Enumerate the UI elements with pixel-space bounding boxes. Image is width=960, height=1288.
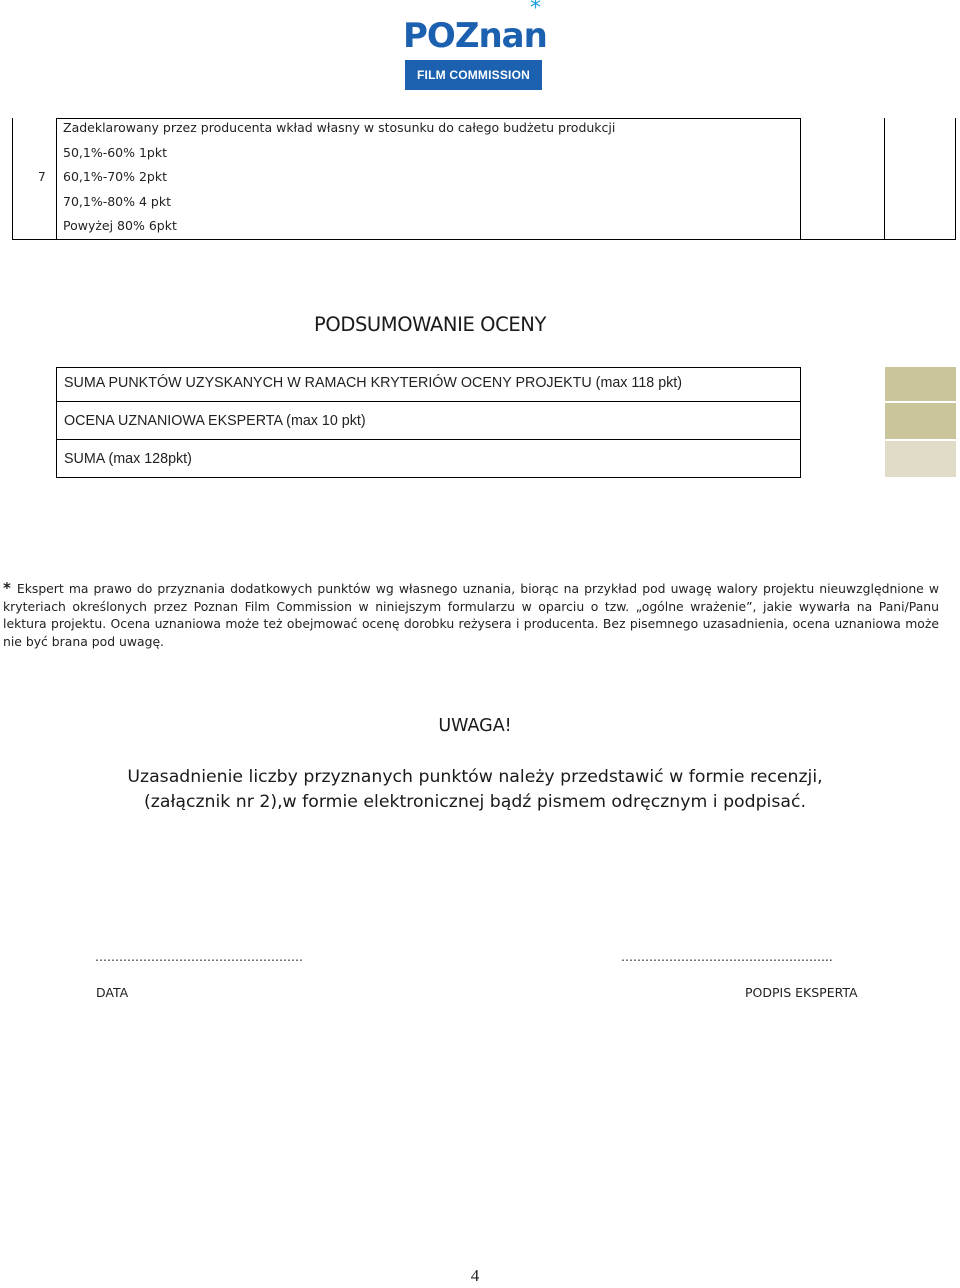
summary-border-right	[800, 367, 801, 478]
table-border-score-col	[884, 118, 885, 240]
summary-row-expert-bonus: OCENA UZNANIOWA EKSPERTA (max 10 pkt)	[64, 413, 366, 429]
criterion-line: Zadeklarowany przez producenta wkład własny w stosunku do całego budżetu produkcji	[63, 120, 616, 135]
date-signature-line: …………………………………………….	[95, 950, 303, 964]
notice-line: (załącznik nr 2),w formie elektronicznej bądź pismem odręcznym i podpisać.	[144, 792, 806, 812]
logo-star-icon: *	[530, 0, 541, 21]
poznan-film-commission-logo	[403, 2, 549, 92]
summary-border-top	[56, 367, 801, 368]
summary-row-criteria-total: SUMA PUNKTÓW UZYSKANYCH W RAMACH KRYTERIÓW OCENY PROJEKTU (max 118 pkt)	[64, 375, 683, 391]
summary-title: PODSUMOWANIE OCENY	[314, 313, 546, 336]
criterion-number: 7	[38, 170, 46, 184]
score-field-expert-bonus[interactable]	[885, 403, 956, 439]
notice-heading: UWAGA!	[438, 716, 512, 736]
notice-instruction	[0, 765, 950, 815]
footnote	[3, 580, 939, 650]
criterion-line: Powyżej 80% 6pkt	[63, 218, 177, 233]
expert-signature-line: ……………………………………………..	[621, 950, 833, 964]
summary-border-bottom	[56, 477, 801, 478]
logo-wordmark: POZnan	[403, 16, 547, 56]
table-border-left-outer	[12, 118, 13, 240]
criterion-line: 70,1%-80% 4 pkt	[63, 193, 171, 209]
logo-badge: FILM COMMISSION	[405, 60, 542, 90]
date-label: DATA	[96, 985, 129, 1000]
criterion-line: 60,1%-70% 2pkt	[63, 169, 168, 184]
score-field-criteria-total[interactable]	[885, 367, 956, 401]
notice-line: Uzasadnienie liczby przyznanych punktów należy przedstawić w formie recenzji,	[127, 767, 823, 787]
criterion-line: 50,1%-60% 1pkt	[63, 144, 168, 160]
table-border-text-col	[800, 118, 801, 240]
summary-border-row1	[56, 401, 801, 402]
expert-signature-label: PODPIS EKSPERTA	[745, 985, 858, 1000]
table-border-right	[955, 118, 956, 240]
criterion-description	[63, 118, 793, 241]
table-border-number-col	[56, 118, 57, 240]
score-field-grand-total[interactable]	[885, 441, 956, 477]
summary-border-row2	[56, 439, 801, 440]
page-number: 4	[470, 1266, 480, 1285]
summary-row-grand-total: SUMA (max 128pkt)	[64, 451, 192, 467]
footnote-marker: *	[3, 579, 11, 597]
footnote-text: Ekspert ma prawo do przyznania dodatkowych punktów wg własnego uznania, biorąc na przykład pod uwagę walory projektu nieuwzględnione w kryteriach określonych przez Poznan Film Commission w niniejszym formularzu w oparciu o tzw. „ogólne wrażenie”, jakie wywarła na Pani/Panu lektura projektu. Ocena uznaniowa może też obejmować ocenę dorobku reżysera i producenta. Bez pisemnego uzasadnienia, ocena uznaniowa może nie być brana pod uwagę.	[3, 581, 939, 649]
summary-border-left	[56, 367, 57, 478]
